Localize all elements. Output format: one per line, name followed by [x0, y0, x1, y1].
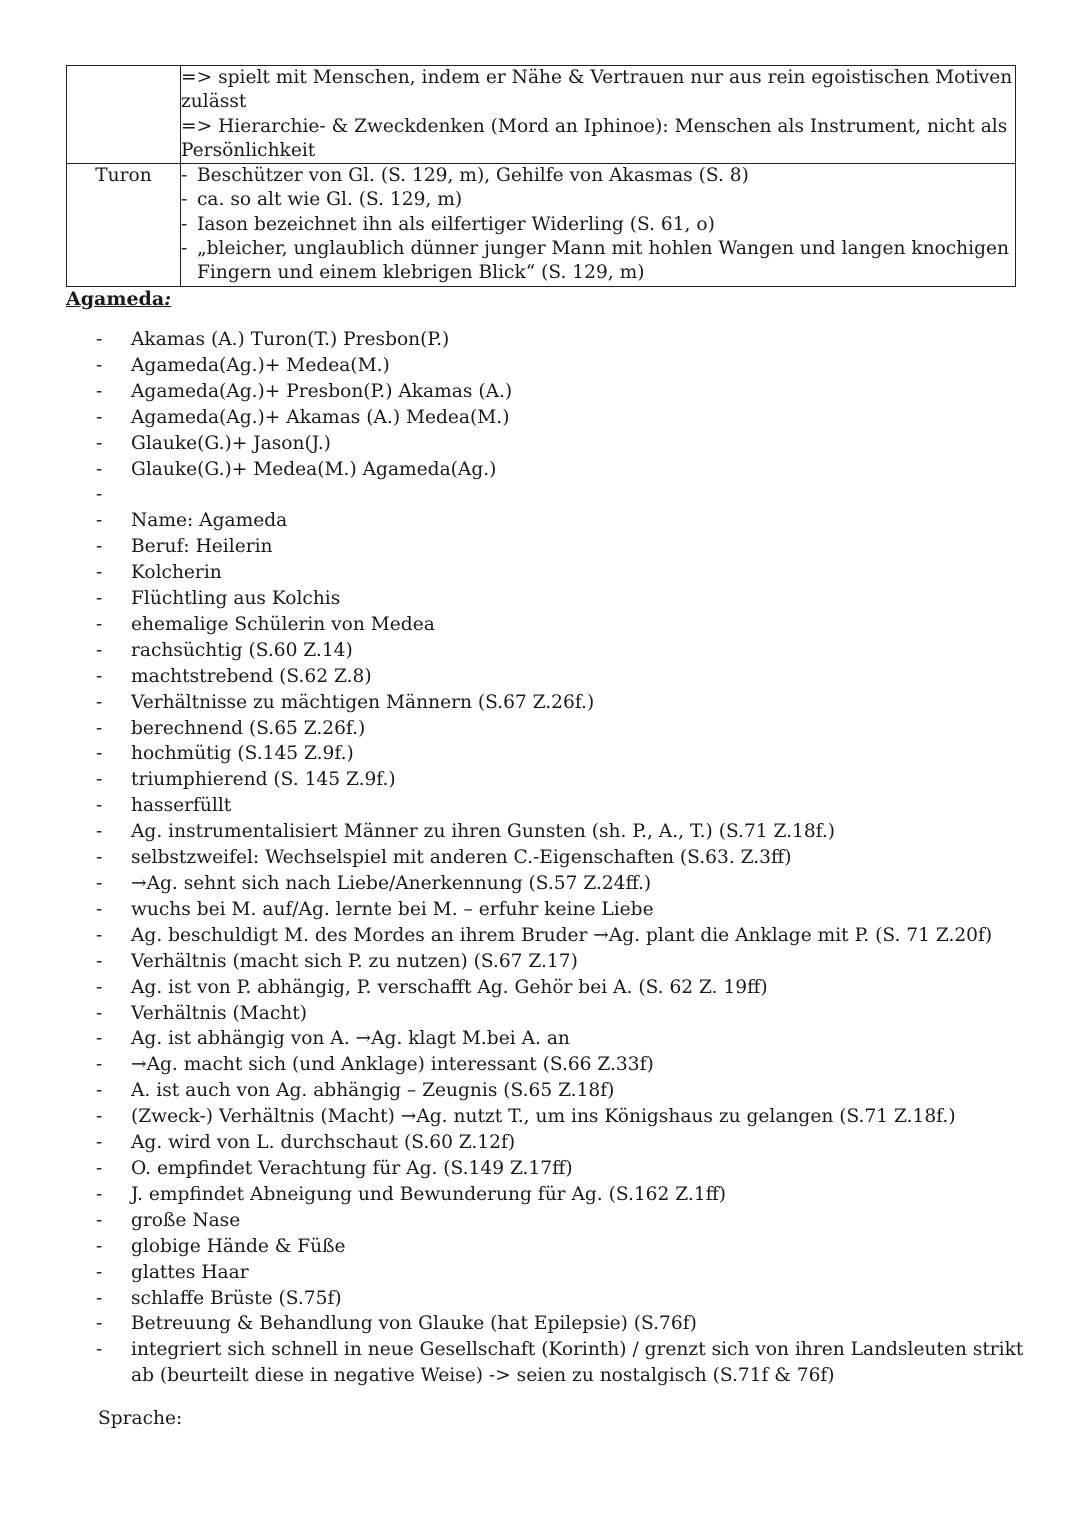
list-item-text: Ag. instrumentalisiert Männer zu ihren Gunsten (sh. P., A., T.) (S.71 Z.18f.): [131, 821, 836, 843]
list-item: [96, 560, 1026, 586]
bullet-dash: -: [96, 1183, 103, 1205]
list-item-text: glattes Haar: [131, 1261, 249, 1283]
bullet-dash: -: [96, 769, 103, 791]
list-item-text: J. empfindet Abneigung und Bewunderung für Ag. (S.162 Z.1ff): [131, 1183, 727, 1205]
table-row: [67, 66, 1016, 164]
list-item-text: machtstrebend (S.62 Z.8): [131, 665, 372, 687]
list-item-text: Verhältnis (macht sich P. zu nutzen) (S.67 Z.17): [131, 950, 578, 972]
list-item-text: Verhältnisse zu mächtigen Männern (S.67 Z.26f.): [131, 691, 595, 713]
list-item-text: Ag. beschuldigt M. des Mordes an ihrem Bruder →Ag. plant die Anklage mit P. (S. 71 Z.20f): [131, 924, 993, 946]
list-item: [96, 431, 1026, 457]
bullet-dash: -: [96, 691, 103, 713]
character-description-cell: [181, 66, 1016, 164]
list-item: [96, 741, 1026, 767]
bullet-dash: -: [96, 458, 103, 480]
bullet-dash: -: [96, 1002, 103, 1024]
bullet-dash: -: [96, 536, 103, 558]
bullet-dash: -: [96, 743, 103, 765]
section-heading: [66, 287, 171, 311]
list-item: [96, 1078, 1026, 1104]
bullet-dash: -: [96, 1157, 103, 1179]
list-item: [96, 1104, 1026, 1130]
list-item: - „bleicher, unglaublich dünner junger Mann mit hohlen Wangen und langen knochigen Fingern und einem klebrigen Blick“ (S. 129, m): [181, 237, 1015, 286]
bullet-dash: -: [96, 1339, 103, 1361]
bullet-dash: -: [96, 717, 103, 739]
bullet-dash: -: [96, 354, 103, 376]
list-item: [96, 690, 1026, 716]
bullet-dash: -: [96, 1132, 103, 1154]
character-name-cell: [67, 66, 181, 164]
bullet-dash: -: [96, 1054, 103, 1076]
bullet-dash: -: [96, 510, 103, 532]
bullet-dash: -: [96, 1287, 103, 1309]
list-item: - ca. so alt wie Gl. (S. 129, m): [181, 188, 1015, 212]
list-item: [96, 975, 1026, 1001]
list-item: [96, 1311, 1026, 1337]
bullet-dash: -: [96, 873, 103, 895]
bullet-dash: -: [96, 639, 103, 661]
bullet-dash: -: [96, 484, 103, 506]
list-item: [96, 379, 1026, 405]
section-colon: :: [164, 288, 172, 310]
list-item-text: berechnend (S.65 Z.26f.): [131, 717, 366, 739]
list-item-text: Beruf: Heilerin: [131, 536, 273, 558]
list-item-text: Agameda(Ag.)+ Medea(M.): [131, 354, 390, 376]
list-item-text: triumphierend (S. 145 Z.9f.): [131, 769, 396, 791]
list-item: [96, 1052, 1026, 1078]
bullet-dash: -: [96, 329, 103, 350]
agameda-notes-list: [96, 327, 1026, 1389]
list-item-text: Flüchtling aus Kolchis: [131, 588, 341, 610]
turon-traits-list: [181, 164, 1015, 285]
list-item: [96, 353, 1026, 379]
list-item-text: Agameda(Ag.)+ Akamas (A.) Medea(M.): [131, 406, 510, 428]
bullet-dash: -: [96, 1106, 103, 1128]
sprache-label: Sprache:: [98, 1408, 183, 1429]
list-item-text: Ag. wird von L. durchschaut (S.60 Z.12f): [131, 1132, 516, 1154]
list-item-text: A. ist auch von Ag. abhängig – Zeugnis (S.65 Z.18f): [131, 1080, 615, 1102]
list-item-text: Glauke(G.)+ Medea(M.) Agameda(Ag.): [131, 458, 497, 480]
description-line: => spielt mit Menschen, indem er Nähe & Vertrauen nur aus rein egoistischen Motiven zulässt: [181, 67, 1013, 113]
bullet-dash: -: [96, 898, 103, 920]
list-item: [96, 327, 1026, 353]
list-item: [96, 457, 1026, 483]
bullet-dash: -: [96, 847, 103, 869]
list-item-text: globige Hände & Füße: [131, 1235, 346, 1257]
bullet-dash: -: [96, 562, 103, 584]
bullet-dash: -: [96, 795, 103, 817]
list-item: [96, 897, 1026, 923]
list-item: [96, 534, 1026, 560]
list-item: [96, 664, 1026, 690]
list-item-text: integriert sich schnell in neue Gesellschaft (Korinth) / grenzt sich von ihren Landsleuten strikt ab (beurteilt diese in negative Weise) -> seien zu nostalgisch (S.71f & 76f): [131, 1339, 1024, 1387]
list-item: [96, 612, 1026, 638]
bullet-dash: -: [96, 976, 103, 998]
bullet-dash: -: [96, 821, 103, 843]
list-item-text: Verhältnis (Macht): [131, 1002, 307, 1024]
character-table: [66, 65, 1016, 287]
list-item-text: hochmütig (S.145 Z.9f.): [131, 743, 354, 765]
list-item: [96, 1208, 1026, 1234]
list-item-text: Kolcherin: [131, 562, 222, 584]
list-item-text: Akamas (A.) Turon(T.) Presbon(P.): [131, 329, 450, 350]
list-item: [96, 793, 1026, 819]
list-item-text: schlaffe Brüste (S.75f): [131, 1287, 342, 1309]
list-item: [96, 586, 1026, 612]
list-item: [96, 638, 1026, 664]
bullet-dash: -: [96, 924, 103, 946]
list-item: [96, 871, 1026, 897]
list-item-text: selbstzweifel: Wechselspiel mit anderen C.-Eigenschaften (S.63. Z.3ff): [131, 847, 792, 869]
bullet-dash: -: [96, 1261, 103, 1283]
list-item-text: Agameda(Ag.)+ Presbon(P.) Akamas (A.): [131, 380, 513, 402]
bullet-dash: -: [96, 613, 103, 635]
character-name-cell: Turon: [67, 164, 181, 286]
bullet-dash: -: [96, 380, 103, 402]
bullet-dash: -: [96, 1313, 103, 1335]
list-item-text: Ag. ist von P. abhängig, P. verschafft Ag. Gehör bei A. (S. 62 Z. 19ff): [131, 976, 768, 998]
list-item: [96, 405, 1026, 431]
table-row: [67, 164, 1016, 286]
character-description-cell: [181, 164, 1016, 286]
list-item-text: Name: Agameda: [131, 510, 288, 532]
list-item-text: →Ag. sehnt sich nach Liebe/Anerkennung (S.57 Z.24ff.): [131, 873, 652, 895]
list-item-text: Glauke(G.)+ Jason(J.): [131, 432, 331, 454]
list-item-text: Betreuung & Behandlung von Glauke (hat Epilepsie) (S.76f): [131, 1313, 697, 1335]
list-item-text: →Ag. macht sich (und Anklage) interessant (S.66 Z.33f): [131, 1054, 654, 1076]
bullet-dash: -: [96, 406, 103, 428]
list-item: [96, 1286, 1026, 1312]
list-item: [96, 767, 1026, 793]
list-item-text: rachsüchtig (S.60 Z.14): [131, 639, 353, 661]
section-title: Agameda: [66, 288, 165, 310]
list-item: [96, 819, 1026, 845]
bullet-dash: -: [96, 665, 103, 687]
list-item: [96, 1026, 1026, 1052]
list-item: [96, 923, 1026, 949]
list-item: [96, 1260, 1026, 1286]
list-item: [96, 1234, 1026, 1260]
list-item-text: hasserfüllt: [131, 795, 232, 817]
list-item: - Beschützer von Gl. (S. 129, m), Gehilfe von Akasmas (S. 8): [181, 164, 1015, 188]
list-item: [96, 845, 1026, 871]
list-item: [96, 1001, 1026, 1027]
list-item: [96, 1337, 1026, 1389]
bullet-dash: -: [96, 1028, 103, 1050]
bullet-dash: -: [96, 432, 103, 454]
list-item-text: wuchs bei M. auf/Ag. lernte bei M. – erfuhr keine Liebe: [131, 898, 654, 920]
list-item: [96, 949, 1026, 975]
list-item-text: O. empfindet Verachtung für Ag. (S.149 Z.17ff): [131, 1157, 573, 1179]
list-item: [96, 1182, 1026, 1208]
bullet-dash: -: [96, 950, 103, 972]
list-item-text: Ag. ist abhängig von A. →Ag. klagt M.bei A. an: [131, 1028, 570, 1050]
list-item: - Iason bezeichnet ihn als eilfertiger Widerling (S. 61, o): [181, 213, 1015, 237]
list-item: [96, 716, 1026, 742]
list-item: [96, 508, 1026, 534]
list-item: [96, 1130, 1026, 1156]
bullet-dash: -: [96, 1080, 103, 1102]
bullet-dash: -: [96, 1209, 103, 1231]
list-item: [96, 1156, 1026, 1182]
list-item-text: (Zweck-) Verhältnis (Macht) →Ag. nutzt T., um ins Königshaus zu gelangen (S.71 Z.18f.): [131, 1106, 956, 1128]
bullet-dash: -: [96, 1235, 103, 1257]
description-line: => Hierarchie- & Zweckdenken (Mord an Iphinoe): Menschen als Instrument, nicht als Persönlichkeit: [181, 115, 1008, 161]
list-item: [96, 482, 1026, 508]
list-item-text: große Nase: [131, 1209, 241, 1231]
list-item-text: ehemalige Schülerin von Medea: [131, 613, 435, 635]
bullet-dash: -: [96, 588, 103, 610]
